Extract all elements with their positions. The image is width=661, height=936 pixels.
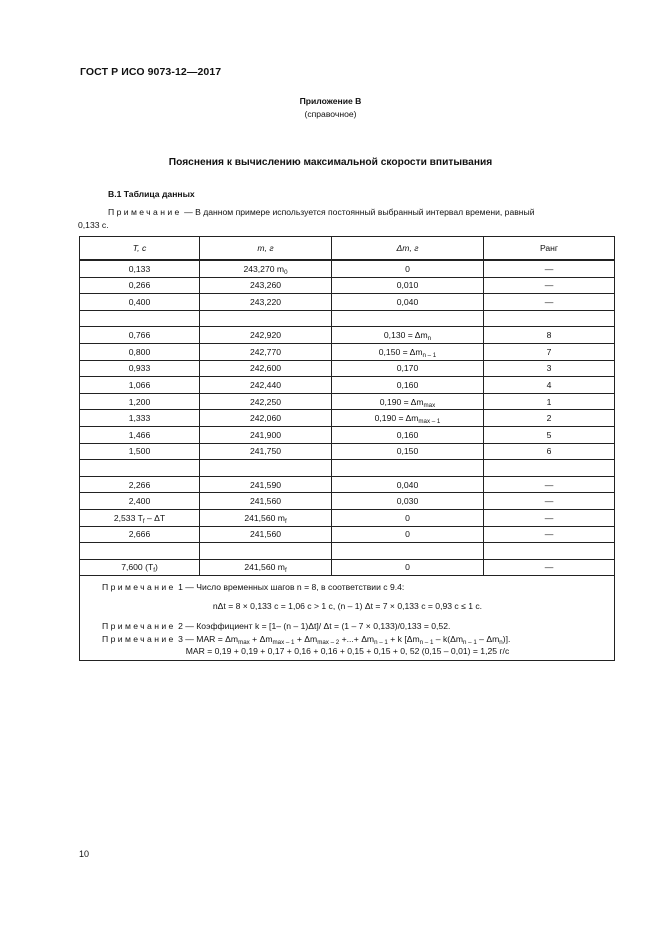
section-title: Пояснения к вычислению максимальной скорости впитывания <box>168 157 493 168</box>
header-rank: Ранг <box>484 237 615 261</box>
header-delta-mass: Δm, г <box>332 237 484 261</box>
note-3-result: MAR = 0,19 + 0,19 + 0,17 + 0,16 + 0,16 + 0,15 + 0,15 + 0, 52 (0,15 – 0,01) = 1,25 г/с <box>185 646 510 657</box>
appendix-subtitle: (справочное) <box>304 109 357 119</box>
table-row: 0,933 242,600 0,170 3 <box>80 360 615 377</box>
intro-note-continuation: 0,133 с. <box>78 220 109 230</box>
table-row-blank <box>80 460 615 477</box>
page-number: 10 <box>79 849 90 859</box>
note-2: Примечание 2 — Коэффициент k = [1– (n – 1)Δt]/ Δt = (1 – 7 × 0,133)/0,133 = 0,52. <box>102 621 451 632</box>
table-header-row <box>80 237 615 261</box>
table-notes <box>80 576 615 661</box>
document-code-header: ГОСТ Р ИСО 9073-12—2017 <box>80 66 222 78</box>
header-time: T, с <box>80 237 200 261</box>
table-row: 7,600 $(T_f)$ 241,560 $m_f$ 0 — <box>80 559 615 576</box>
table-row: 0,266 243,260 0,010 — <box>80 277 615 294</box>
table-row: 0,766 242,920 $0,130 = \Delta m_n$ 8 <box>80 327 615 344</box>
table-notes-row <box>80 576 615 661</box>
table-row-blank <box>80 310 615 327</box>
table-row: 0,800 242,770 $0,150 = \Delta m_{n - 1}$ 7 <box>80 343 615 360</box>
table-row: 1,200 242,250 $0,190 = \Delta m_{max}$ 1 <box>80 393 615 410</box>
note-1: Примечание 1 — Число временных шагов n = 8, в соответствии с 9.4: <box>102 582 405 593</box>
table-row: 0,133 243,270 $m_0$ 0 — <box>80 260 615 277</box>
table-row: 1,466 241,900 0,160 5 <box>80 426 615 443</box>
table-row-blank <box>80 543 615 560</box>
subsection-title: В.1 Таблица данных <box>108 189 195 199</box>
intro-note-text: — В данном примере используется постоянный выбранный интервал времени, равный <box>181 207 535 217</box>
intro-note-label: Примечание <box>108 207 182 217</box>
data-table <box>79 236 615 661</box>
table-row: 2,400 241,560 0,030 — <box>80 493 615 510</box>
table-row: 1,333 242,060 $0,190 = \Delta m_{max - 1}$ 2 <box>80 410 615 427</box>
intro-note <box>108 207 614 217</box>
table-row: 2,533 $T_f$ – ΔT 241,560 $m_f$ 0 — <box>80 509 615 526</box>
table-row: 2,266 241,590 0,040 — <box>80 476 615 493</box>
table-row: 1,500 241,750 0,150 6 <box>80 443 615 460</box>
table-row: 2,666 241,560 0 — <box>80 526 615 543</box>
note-3: Примечание 3 — MAR = $\Delta m_{max} + \Delta m_{max - 1} + \Delta m_{max - 2}$ +...+ $\Delta m_{n - 1} + k$ $[\Delta m_{n - 1} - k(\Delta m_{n - 1} - \Delta m_n)]$. <box>102 634 511 647</box>
table-row: 0,400 243,220 0,040 — <box>80 294 615 311</box>
table-row: 1,066 242,440 0,160 4 <box>80 377 615 394</box>
appendix-title: Приложение В <box>299 96 362 106</box>
note-1-formula: nΔt = 8 × 0,133 с = 1,06 с > 1 с, (n – 1) Δt = 7 × 0,133 с = 0,93 с ≤ 1 с. <box>212 601 483 612</box>
header-mass: m, г <box>200 237 332 261</box>
